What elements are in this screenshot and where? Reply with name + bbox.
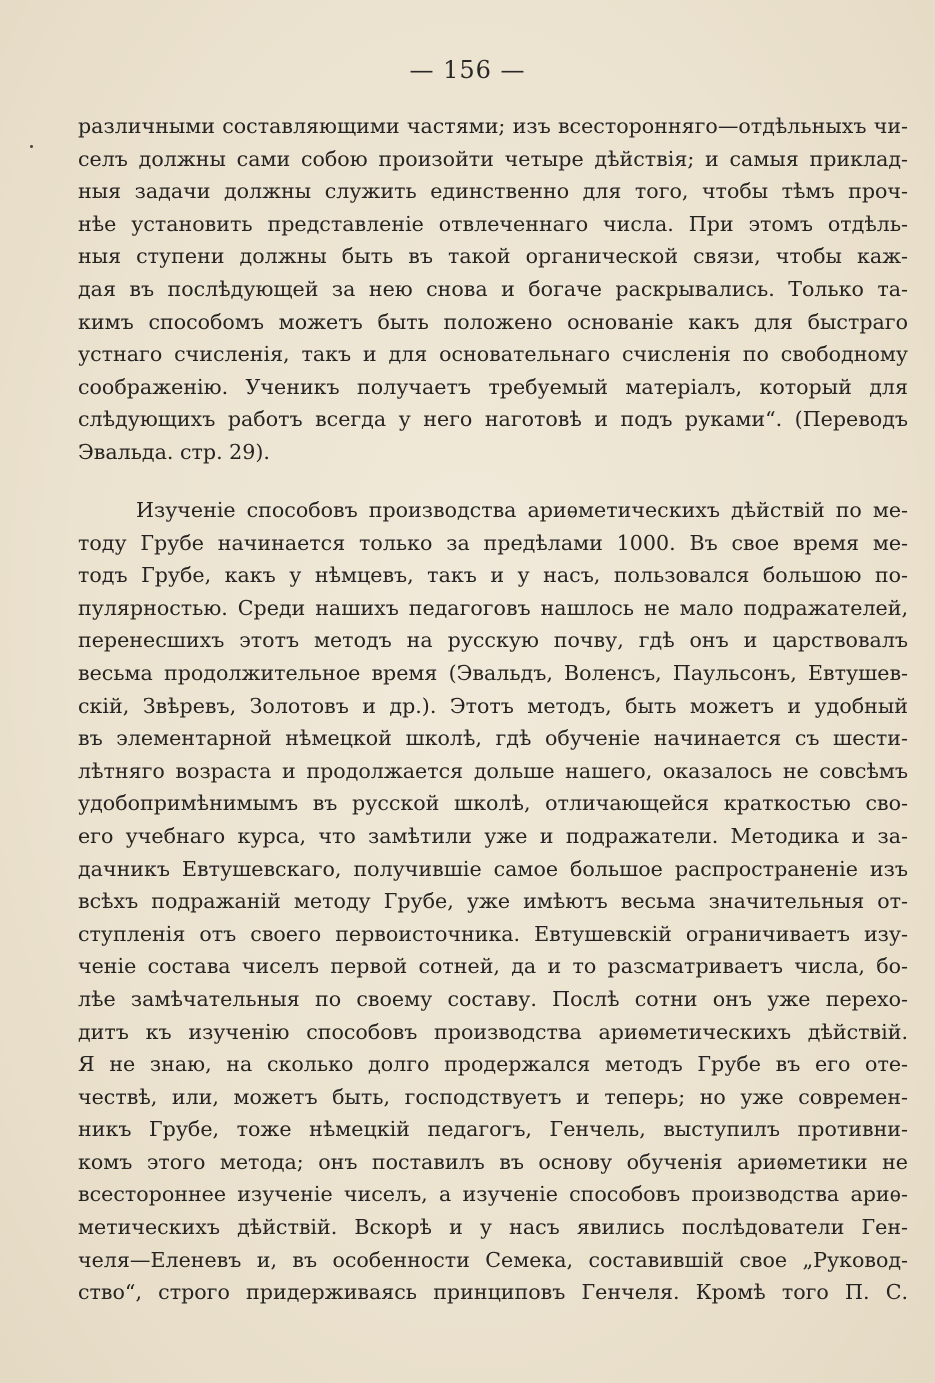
text-line: въ элементарной нѣмецкой школѣ, гдѣ обученіе начинается съ шести- bbox=[78, 726, 908, 751]
text-line: лѣтняго возраста и продолжается дольше нашего, оказалось не совсѣмъ bbox=[78, 758, 908, 783]
text-line: устнаго счисленія, такъ и для основательнаго счисленія по свободному bbox=[78, 342, 908, 367]
text-line: скій, Звѣревъ, Золотовъ и др.). Этотъ методъ, быть можетъ и удобный bbox=[78, 693, 908, 718]
paragraph-1 bbox=[78, 110, 908, 469]
text-line: чествѣ, или, можетъ быть, господствуетъ и теперь; но уже современ- bbox=[78, 1084, 908, 1109]
page-number: — 156 — bbox=[409, 56, 526, 84]
text-line: челя—Еленевъ и, въ особенности Семека, составившій свое „Руковод- bbox=[78, 1247, 908, 1272]
text-line: никъ Грубе, тоже нѣмецкій педагогъ, Генчель, выступилъ противни- bbox=[78, 1117, 908, 1142]
paragraph-2 bbox=[78, 494, 908, 1309]
text-line: пулярностью. Среди нашихъ педагоговъ нашлось не мало подражателей, bbox=[78, 595, 908, 620]
text-line: Изученіе способовъ производства ариѳметическихъ дѣйствій по ме- bbox=[136, 498, 908, 522]
text-line: перенесшихъ этотъ методъ на русскую почву, гдѣ онъ и царствовалъ bbox=[78, 628, 908, 653]
text-line: удобопримѣнимымъ въ русской школѣ, отличающейся краткостью сво- bbox=[78, 791, 908, 816]
text-line: его учебнаго курса, что замѣтили уже и подражатели. Методика и за- bbox=[78, 823, 908, 848]
text-line: ныя задачи должны служить единственно для того, чтобы тѣмъ проч- bbox=[78, 179, 908, 204]
text-line: селъ должны сами собою произойти четыре дѣйствія; и самыя приклад- bbox=[78, 146, 908, 171]
text-line: дачникъ Евтушевскаго, получившіе самое большое распространеніе изъ bbox=[78, 856, 908, 881]
text-line: весьма продолжительное время (Эвальдъ, Воленсъ, Паульсонъ, Евтушев- bbox=[78, 660, 908, 685]
text-line: тоду Грубе начинается только за предѣлами 1000. Въ свое время ме- bbox=[78, 530, 908, 555]
text-line: ство“, строго придерживаясь принциповъ Генчеля. Кромѣ того П. С. bbox=[78, 1280, 908, 1305]
text-line: кимъ способомъ можетъ быть положено основаніе какъ для быстраго bbox=[78, 309, 908, 334]
text-line: Я не знаю, на сколько долго продержался методъ Грубе въ его оте- bbox=[78, 1052, 908, 1077]
text-line: дая въ послѣдующей за нею снова и богаче раскрывались. Только та- bbox=[78, 276, 908, 301]
text-line: ступленія отъ своего первоисточника. Евтушевскій ограничиваетъ изу- bbox=[78, 921, 908, 946]
text-line: слѣдующихъ работъ всегда у него наготовѣ и подъ руками“. (Переводъ bbox=[78, 407, 908, 432]
text-line: тодъ Грубе, какъ у нѣмцевъ, такъ и у насъ, пользовался большою по- bbox=[78, 563, 908, 588]
text-line: комъ этого метода; онъ поставилъ въ основу обученія ариѳметики не bbox=[78, 1149, 908, 1174]
text-line: ныя ступени должны быть въ такой органической связи, чтобы каж- bbox=[78, 244, 908, 269]
text-line: ченіе состава чиселъ первой сотней, да и то разсматриваетъ числа, бо- bbox=[78, 954, 908, 979]
text-line: различными составляющими частями; изъ всесторонняго—отдѣльныхъ чи- bbox=[78, 114, 908, 138]
margin-speck bbox=[30, 145, 33, 148]
text-line: лѣе замѣчательныя по своему составу. Послѣ сотни онъ уже перехо- bbox=[78, 986, 908, 1011]
text-line: Эвальда. стр. 29). bbox=[78, 439, 270, 464]
text-line: метическихъ дѣйствій. Вскорѣ и у насъ явились послѣдователи Ген- bbox=[78, 1215, 908, 1240]
text-line: соображенію. Ученикъ получаетъ требуемый матеріалъ, который для bbox=[78, 374, 908, 399]
text-line: всестороннее изученіе чиселъ, а изученіе способовъ производства ариѳ- bbox=[78, 1182, 908, 1207]
text-line: нѣе установить представленіе отвлеченнаго числа. При этомъ отдѣль- bbox=[78, 211, 908, 236]
text-line: всѣхъ подражаній методу Грубе, уже имѣютъ весьма значительныя от- bbox=[78, 889, 908, 914]
text-line: дитъ къ изученію способовъ производства ариѳметическихъ дѣйствій. bbox=[78, 1019, 908, 1044]
